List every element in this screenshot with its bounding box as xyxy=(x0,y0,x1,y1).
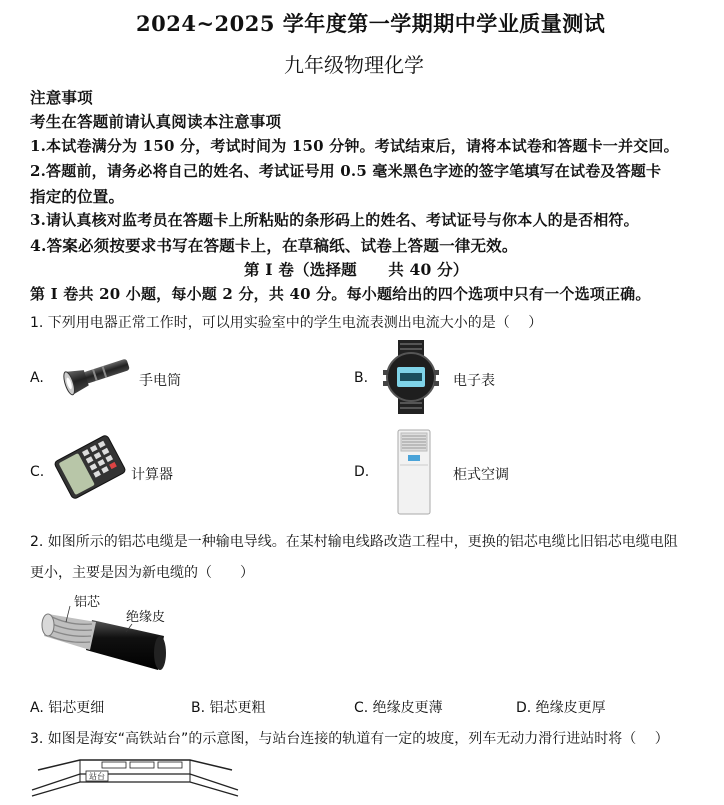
air-conditioner-icon xyxy=(396,429,432,515)
aluminum-cable-figure xyxy=(40,592,170,672)
watch-icon xyxy=(380,340,442,414)
section-title: 第 I 卷（选择题 共 40 分） xyxy=(244,260,469,279)
notice-line-4: 4.答案必须按要求书写在答题卡上，在草稿纸、试卷上答题一律无效。 xyxy=(30,236,518,255)
section-instruction: 第 I 卷共 20 小题，每小题 2 分，共 40 分。每小题给出的四个选项中只有一个选项正确。 xyxy=(30,285,651,303)
q2-option-a: A. 铝芯更细 xyxy=(30,700,105,716)
notice-line-2b: 指定的位置。 xyxy=(30,187,125,206)
notice-line-3: 3.请认真核对监考员在答题卡上所粘贴的条形码上的姓名、考试证号与你本人的是否相符。 xyxy=(30,211,639,229)
q3-stem: 3. 如图是海安“高铁站台”的示意图，与站台连接的轨道有一定的坡度，列车无动力滑行进站时将（ ） xyxy=(30,731,669,747)
q2-stem-line-1: 2. 如图所示的铝芯电缆是一种输电导线。在某村输电线路改造工程中，更换的铝芯电缆比旧铝芯电缆电阻 xyxy=(30,534,678,550)
exam-subtitle: 九年级物理化学 xyxy=(284,53,424,77)
q1-option-b-letter: B. xyxy=(354,370,369,386)
calculator-icon xyxy=(52,440,128,494)
q2-option-b: B. 铝芯更粗 xyxy=(191,700,266,716)
notice-line-0: 考生在答题前请认真阅读本注意事项 xyxy=(30,112,282,131)
q2-option-c: C. 绝缘皮更薄 xyxy=(354,700,443,716)
q2-stem-line-2: 更小，主要是因为新电缆的（ ） xyxy=(30,565,254,581)
q1-option-d-letter: D. xyxy=(354,464,370,480)
q2-figure-label-core: 铝芯 xyxy=(74,595,101,610)
q1-option-c-letter: C. xyxy=(30,464,45,480)
q1-option-b-label: 电子表 xyxy=(453,373,495,389)
q2-option-d: D. 绝缘皮更厚 xyxy=(516,700,606,716)
notice-line-2a: 2.答题前，请务必将自己的姓名、考试证号用 0.5 毫米黑色字迹的签字笔填写在试卷及答题卡 xyxy=(30,162,662,180)
q1-option-c-label: 计算器 xyxy=(131,467,173,483)
q1-stem: 1. 下列用电器正常工作时，可以用实验室中的学生电流表测出电流大小的是（ ） xyxy=(30,315,543,331)
q1-option-a-letter: A. xyxy=(30,370,44,386)
flashlight-icon xyxy=(60,352,136,398)
notice-heading: 注意事项 xyxy=(30,88,93,107)
exam-title: 2024~2025 学年度第一学期期中学业质量测试 xyxy=(136,11,606,36)
q2-figure-label-insulation: 绝缘皮 xyxy=(126,610,166,625)
q3-figure-label-platform: 站台 xyxy=(89,772,105,781)
notice-line-1: 1.本试卷满分为 150 分，考试时间为 150 分钟。考试结束后，请将本试卷和答题卡一并交回。 xyxy=(30,137,679,155)
q1-option-d-label: 柜式空调 xyxy=(453,467,509,483)
q1-option-a-label: 手电筒 xyxy=(139,373,181,389)
station-platform-figure xyxy=(30,752,240,802)
